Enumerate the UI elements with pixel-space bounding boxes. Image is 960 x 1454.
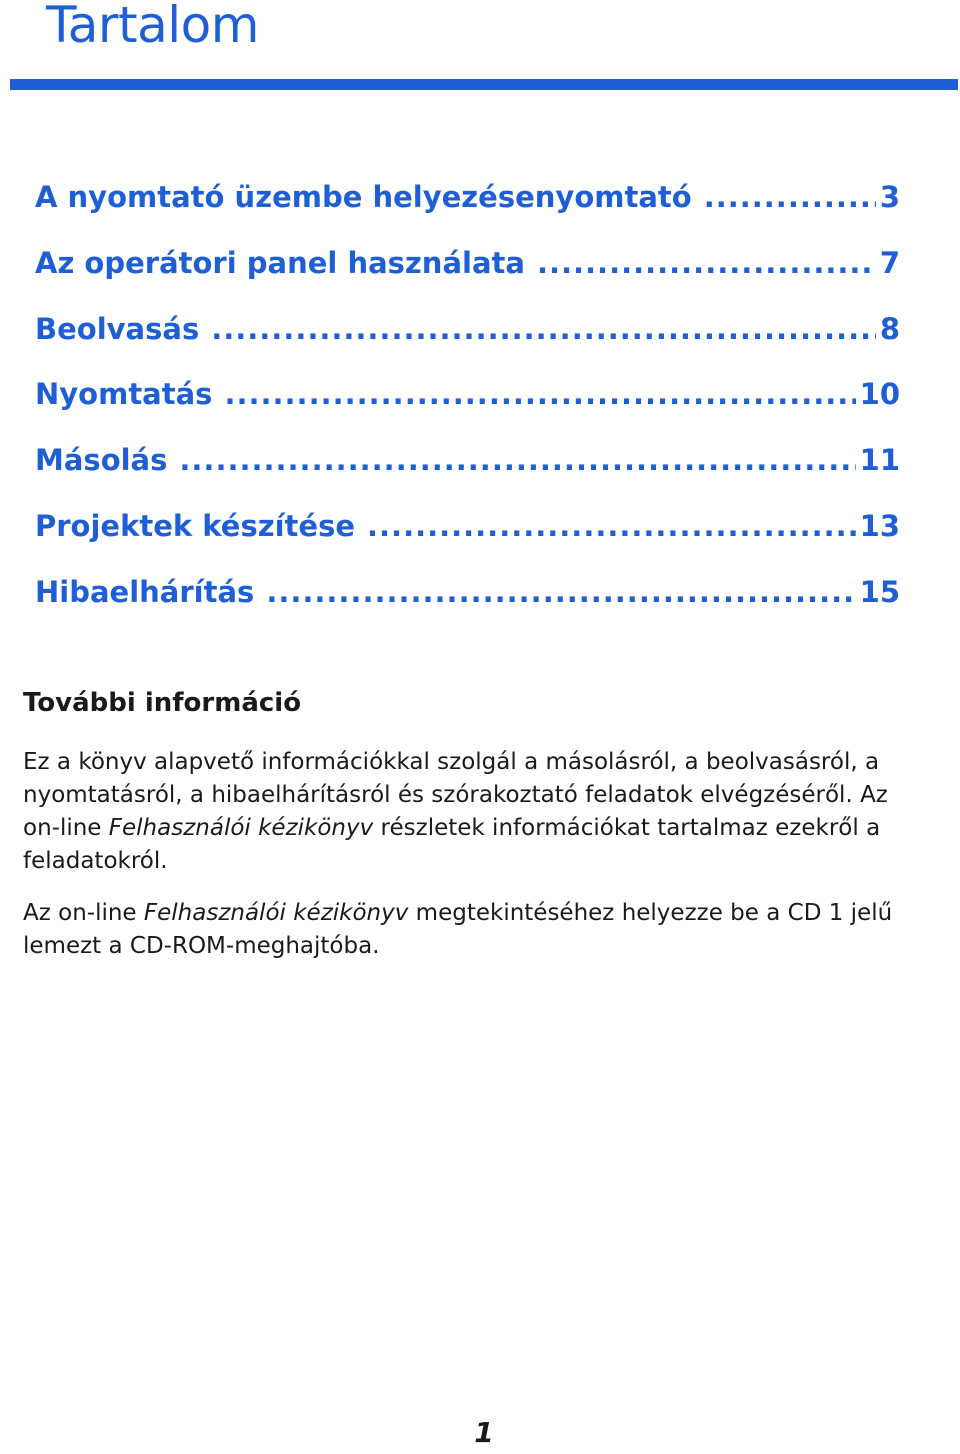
toc-dot-leader: [266, 575, 855, 609]
toc-dot-leader: [179, 443, 855, 477]
toc-page-number: 3: [879, 180, 900, 214]
toc-dot-leader: [704, 180, 876, 214]
toc-dot-leader: [224, 377, 855, 411]
paragraph-text: Az on-line: [23, 900, 144, 926]
toc-dot-leader: [211, 312, 876, 346]
toc-dot-leader: [537, 246, 876, 280]
manual-title-italic: Felhasználói kézikönyv: [108, 815, 374, 841]
paragraph-text: részletek információkat tartalmaz ezekről a feladatokról.: [23, 815, 881, 874]
more-info-paragraph: [23, 746, 913, 878]
toc-entry-troubleshooting[interactable]: [35, 575, 900, 641]
toc-page-number: 10: [859, 377, 900, 412]
toc-entry-printing[interactable]: [35, 377, 900, 443]
toc-entry-label: Az operátori panel használata: [35, 245, 525, 280]
paragraph-text: Ez a könyv alapvető információkkal szolgál a másolásról, a beolvasásról, a nyomtatásról, a hibaelhárításról és szórakoztató feladatok elvégzéséről. Az on-line: [23, 749, 888, 841]
toc-entry-scanning[interactable]: [35, 312, 900, 378]
toc-entry-label: Hibaelhárítás: [35, 574, 255, 609]
cd-instruction-paragraph: [23, 897, 913, 963]
toc-page-number: 13: [859, 508, 900, 543]
table-of-contents: [35, 180, 900, 641]
toc-entry-label: Nyomtatás: [35, 377, 213, 412]
toc-entry-label: Másolás: [35, 443, 168, 478]
toc-dot-leader: [367, 509, 856, 543]
toc-page-number: 7: [879, 245, 900, 280]
toc-page-number: 15: [859, 574, 900, 609]
manual-title-italic: Felhasználói kézikönyv: [143, 900, 409, 926]
toc-page-number: 8: [879, 311, 900, 346]
toc-entry-label: A nyomtató üzembe helyezésenyomtató: [35, 180, 692, 214]
toc-entry-operator-panel[interactable]: [35, 246, 900, 312]
toc-entry-setup[interactable]: [35, 180, 900, 246]
title-rule: [10, 79, 958, 90]
toc-page-number: 11: [859, 443, 900, 478]
more-info-heading: További információ: [23, 688, 302, 718]
toc-entry-label: Beolvasás: [35, 311, 200, 346]
toc-entry-projects[interactable]: [35, 509, 900, 575]
page-number: 1: [474, 1416, 494, 1449]
paragraph-text: megtekintéséhez helyezze be a CD 1 jelű lemezt a CD-ROM-meghajtóba.: [23, 900, 893, 959]
toc-entry-copying[interactable]: [35, 443, 900, 509]
page-title: Tartalom: [46, 0, 259, 54]
toc-entry-label: Projektek készítése: [35, 508, 356, 543]
